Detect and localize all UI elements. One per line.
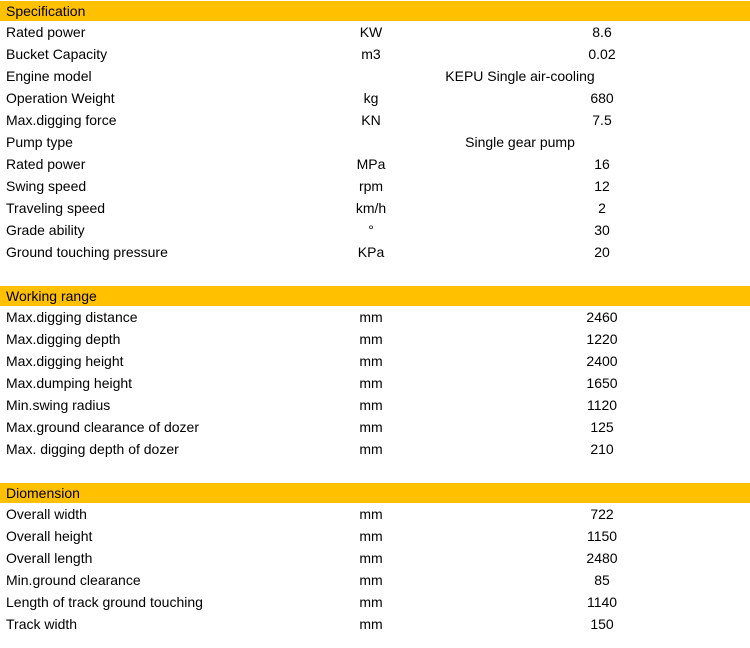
spec-row <box>0 438 750 460</box>
spec-unit: mm <box>359 550 383 566</box>
spec-row <box>0 350 750 372</box>
spec-name: Rated power <box>6 156 86 172</box>
spec-name: Engine model <box>6 68 92 84</box>
spec-name: Max. digging depth of dozer <box>6 441 179 457</box>
spec-value: 8.6 <box>592 24 612 40</box>
spec-unit: mm <box>359 331 383 347</box>
spec-row <box>0 87 750 109</box>
spec-sheet <box>0 1 750 635</box>
spec-value: 2400 <box>586 353 618 369</box>
spec-row <box>0 569 750 591</box>
spec-unit: mm <box>359 528 383 544</box>
spec-row <box>0 65 750 87</box>
spec-value: KEPU Single air-cooling <box>445 68 595 84</box>
spec-name: Ground touching pressure <box>6 244 168 260</box>
spec-value: 30 <box>594 222 610 238</box>
spec-row <box>0 197 750 219</box>
spec-unit: mm <box>359 506 383 522</box>
spec-row <box>0 394 750 416</box>
spec-unit: mm <box>359 375 383 391</box>
section-spacer <box>0 460 750 482</box>
spec-value: 20 <box>594 244 610 260</box>
spec-value: 125 <box>590 419 614 435</box>
spec-row <box>0 613 750 635</box>
spec-value: 150 <box>590 616 614 632</box>
spec-row <box>0 372 750 394</box>
spec-value: 7.5 <box>592 112 612 128</box>
spec-name: Max.digging distance <box>6 309 138 325</box>
spec-value: 2480 <box>586 550 618 566</box>
section-header: Working range <box>0 286 750 306</box>
spec-name: Track width <box>6 616 78 632</box>
spec-row <box>0 503 750 525</box>
spec-value: 16 <box>594 156 610 172</box>
spec-unit: mm <box>359 309 383 325</box>
spec-unit: KN <box>361 112 381 128</box>
spec-row <box>0 547 750 569</box>
spec-name: Max.dumping height <box>6 375 133 391</box>
spec-row <box>0 591 750 613</box>
spec-value: 0.02 <box>588 46 616 62</box>
spec-name: Max.digging height <box>6 353 124 369</box>
spec-name: Grade ability <box>6 222 85 238</box>
spec-unit: mm <box>359 594 383 610</box>
spec-name: Max.digging force <box>6 112 117 128</box>
spec-name: Max.ground clearance of dozer <box>6 419 199 435</box>
spec-row <box>0 219 750 241</box>
spec-unit: KPa <box>357 244 385 260</box>
spec-unit: mm <box>359 353 383 369</box>
spec-name: Overall width <box>6 506 87 522</box>
spec-unit: rpm <box>358 178 384 194</box>
spec-value: 2460 <box>586 309 618 325</box>
spec-name: Pump type <box>6 134 73 150</box>
spec-row <box>0 175 750 197</box>
spec-row <box>0 328 750 350</box>
spec-unit: KW <box>359 24 383 40</box>
section-spacer <box>0 263 750 285</box>
spec-row <box>0 21 750 43</box>
spec-unit: m3 <box>361 46 381 62</box>
spec-unit: mm <box>359 616 383 632</box>
spec-name: Min.ground clearance <box>6 572 141 588</box>
spec-value: 722 <box>590 506 614 522</box>
spec-value: Single gear pump <box>465 134 575 150</box>
section-header: Specification <box>0 1 750 21</box>
spec-value: 12 <box>594 178 610 194</box>
spec-row <box>0 525 750 547</box>
section-header: Diomension <box>0 483 750 503</box>
spec-value: 1120 <box>586 397 618 413</box>
spec-value: 1150 <box>586 528 618 544</box>
spec-unit: mm <box>359 441 383 457</box>
spec-unit: ° <box>368 222 374 238</box>
spec-value: 85 <box>594 572 610 588</box>
spec-value: 210 <box>590 441 614 457</box>
spec-name: Length of track ground touching <box>6 594 203 610</box>
spec-row <box>0 131 750 153</box>
spec-value: 680 <box>590 90 614 106</box>
spec-name: Overall height <box>6 528 93 544</box>
spec-unit: mm <box>359 419 383 435</box>
spec-row <box>0 109 750 131</box>
spec-value: 1650 <box>586 375 618 391</box>
spec-name: Overall length <box>6 550 93 566</box>
spec-name: Min.swing radius <box>6 397 111 413</box>
spec-row <box>0 306 750 328</box>
spec-row <box>0 43 750 65</box>
spec-name: Max.digging depth <box>6 331 121 347</box>
spec-row <box>0 153 750 175</box>
spec-unit: km/h <box>355 200 387 216</box>
spec-unit: MPa <box>356 156 386 172</box>
spec-value: 1140 <box>586 594 618 610</box>
spec-unit: mm <box>359 397 383 413</box>
spec-name: Swing speed <box>6 178 87 194</box>
spec-value: 2 <box>598 200 606 216</box>
spec-row <box>0 241 750 263</box>
spec-unit: mm <box>359 572 383 588</box>
spec-name: Bucket Capacity <box>6 46 108 62</box>
spec-name: Rated power <box>6 24 86 40</box>
spec-unit: kg <box>363 90 379 106</box>
spec-row <box>0 416 750 438</box>
spec-value: 1220 <box>586 331 618 347</box>
spec-name: Traveling speed <box>6 200 106 216</box>
spec-name: Operation Weight <box>6 90 115 106</box>
